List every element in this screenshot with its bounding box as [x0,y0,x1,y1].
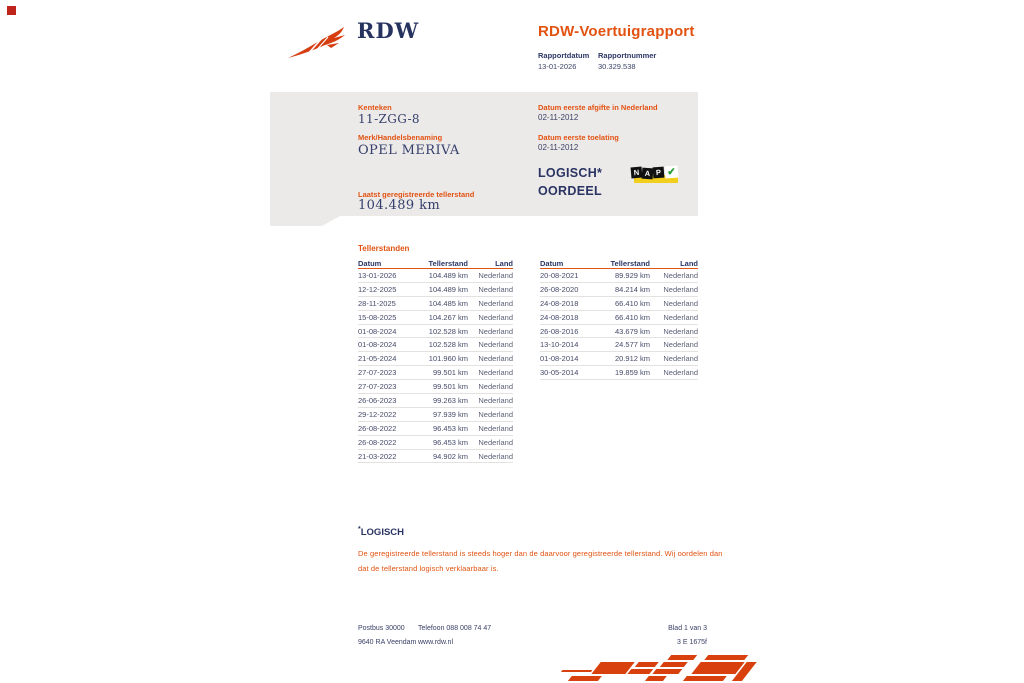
cell-datum: 24-08-2018 [540,298,579,308]
oordeel-line1: LOGISCH* [538,166,603,180]
cell-tellerstand: 104.489 km [428,270,468,280]
cell-datum: 26-08-2022 [358,437,397,447]
cell-tellerstand: 102.528 km [428,340,468,350]
kenteken-value: 11-ZGG-8 [358,112,420,126]
tellerstanden-title: Tellerstanden [358,244,410,253]
col-header-datum: Datum [358,259,382,268]
cell-tellerstand: 97.939 km [432,409,468,419]
oordeel-line2: OORDEEL [538,183,602,198]
cell-land: Nederland [478,437,513,447]
cell-land: Nederland [663,270,698,280]
table-row [358,450,513,464]
cell-tellerstand: 43.679 km [614,326,650,336]
cell-tellerstand: 66.410 km [614,312,650,322]
afgifte-label: Datum eerste afgifte in Nederland [538,103,658,112]
red-marker-square [7,6,16,15]
nap-check-icon: ✔ [665,166,679,179]
table-row [358,325,513,339]
cell-tellerstand: 104.489 km [428,284,468,294]
cell-land: Nederland [663,326,698,336]
cell-datum: 26-06-2023 [358,395,397,405]
cell-datum: 21-03-2022 [358,451,397,461]
cell-tellerstand: 101.960 km [428,354,468,364]
nap-letter-a: A [642,168,654,180]
cell-land: Nederland [478,298,513,308]
cell-datum: 13-01-2026 [358,270,397,280]
table-header-row [358,257,513,269]
cell-land: Nederland [478,423,513,433]
tellerstand-label: Laatst geregistreerde tellerstand [358,190,475,199]
table-row [358,366,513,380]
cell-datum: 24-08-2018 [540,312,579,322]
cell-tellerstand: 99.501 km [432,382,468,392]
rdw-wordmark: RDW [357,18,420,43]
footnote-title [358,526,404,538]
report-number-label: Rapportnummer [598,51,657,60]
footer-page-number: Blad 1 van 3 [668,625,707,632]
table-row [540,338,698,352]
cell-datum: 01-08-2024 [358,340,397,350]
cell-tellerstand: 84.214 km [614,284,650,294]
table-row [358,352,513,366]
cell-datum: 27-07-2023 [358,368,397,378]
table-header-row [540,257,698,269]
table-row [540,269,698,283]
cell-tellerstand: 102.528 km [428,326,468,336]
footnote-asterisk: * [358,526,361,533]
cell-tellerstand: 19.859 km [614,368,650,378]
table-row [540,352,698,366]
vehicle-info-panel-tab [270,216,340,226]
cell-land: Nederland [478,326,513,336]
cell-land: Nederland [663,354,698,364]
table-row [540,311,698,325]
cell-tellerstand: 89.929 km [614,270,650,280]
table-row [358,311,513,325]
cell-land: Nederland [663,368,698,378]
cell-datum: 15-08-2025 [358,312,397,322]
cell-land: Nederland [478,395,513,405]
table-body [540,269,698,380]
table-row [540,283,698,297]
col-header-tellerstand: Tellerstand [610,259,650,268]
col-header-tellerstand: Tellerstand [428,259,468,268]
table-row [358,422,513,436]
cell-datum: 13-10-2014 [540,340,579,350]
col-header-datum: Datum [540,259,564,268]
cell-datum: 01-08-2024 [358,326,397,336]
cell-tellerstand: 104.485 km [428,298,468,308]
cell-land: Nederland [478,409,513,419]
cell-datum: 01-08-2014 [540,354,579,364]
footer-address-line2: 9640 RA Veendam [358,639,417,646]
table-row [540,297,698,311]
cell-tellerstand: 99.501 km [432,368,468,378]
nap-logo [631,166,683,188]
cell-land: Nederland [478,382,513,392]
tellerstand-value: 104.489 km [358,198,441,213]
nap-letter-p: P [653,167,665,179]
footer-address-line1: Postbus 30000 [358,625,405,632]
rdw-logo-icon [287,24,347,62]
report-date-value: 13-01-2026 [538,62,577,71]
cell-datum: 28-11-2025 [358,298,396,308]
tellerstanden-table-right [540,257,698,380]
merk-label: Merk/Handelsbenaming [358,133,443,142]
cell-datum: 12-12-2025 [358,284,397,294]
cell-tellerstand: 24.577 km [614,340,650,350]
cell-land: Nederland [478,368,513,378]
table-row [358,436,513,450]
col-header-land: Land [680,259,698,268]
cell-datum: 21-05-2024 [358,354,397,364]
cell-land: Nederland [478,284,513,294]
cell-datum: 27-07-2023 [358,382,397,392]
footnote-line-2: dat de tellerstand logisch verklaarbaar is. [358,564,499,573]
tellerstanden-table-left [358,257,513,463]
table-row [358,283,513,297]
footnote-title-text: LOGISCH [360,527,405,539]
table-row [540,325,698,339]
nap-letter-n: N [631,167,643,179]
report-date-label: Rapportdatum [538,51,590,60]
afgifte-value: 02-11-2012 [538,113,579,122]
table-row [358,269,513,283]
cell-land: Nederland [478,340,513,350]
cell-tellerstand: 96.453 km [432,437,468,447]
report-title: RDW-Voertuigrapport [538,23,695,40]
table-row [358,297,513,311]
table-body [358,269,513,463]
cell-tellerstand: 96.453 km [432,423,468,433]
footer-phone: Telefoon 088 008 74 47 [418,625,492,632]
cell-tellerstand: 99.263 km [432,395,468,405]
oordeel-text [538,165,602,200]
cell-land: Nederland [478,354,513,364]
cell-tellerstand: 104.267 km [428,312,468,322]
cell-land: Nederland [663,284,698,294]
cell-datum: 26-08-2016 [540,326,579,336]
toelating-label: Datum eerste toelating [538,133,619,142]
cell-tellerstand: 20.912 km [614,354,650,364]
footnote-line-1: De geregistreerde tellerstand is steeds hoger dan de daarvoor geregistreerde tellerstand. Wij oordelen dan [358,549,723,558]
cell-land: Nederland [663,312,698,322]
cell-land: Nederland [478,270,513,280]
cell-datum: 20-08-2021 [540,270,579,280]
cell-datum: 30-05-2014 [540,368,579,378]
table-row [540,366,698,380]
cell-land: Nederland [478,451,513,461]
table-row [358,394,513,408]
kenteken-label: Kenteken [358,103,392,112]
report-number-value: 30.329.538 [598,62,636,71]
cell-datum: 26-08-2022 [358,423,397,433]
merk-value: OPEL MERIVA [358,143,460,158]
cell-land: Nederland [478,312,513,322]
footer-website: www.rdw.nl [418,639,454,646]
footer-form-code: 3 E 1675f [677,639,707,646]
cell-tellerstand: 94.902 km [432,451,468,461]
cell-land: Nederland [663,340,698,350]
col-header-land: Land [495,259,513,268]
speed-lines-graphic [543,654,761,683]
table-row [358,338,513,352]
cell-tellerstand: 66.410 km [614,298,650,308]
cell-datum: 26-08-2020 [540,284,579,294]
toelating-value: 02-11-2012 [538,143,579,152]
cell-land: Nederland [663,298,698,308]
cell-datum: 29-12-2022 [358,409,397,419]
table-row [358,380,513,394]
table-row [358,408,513,422]
